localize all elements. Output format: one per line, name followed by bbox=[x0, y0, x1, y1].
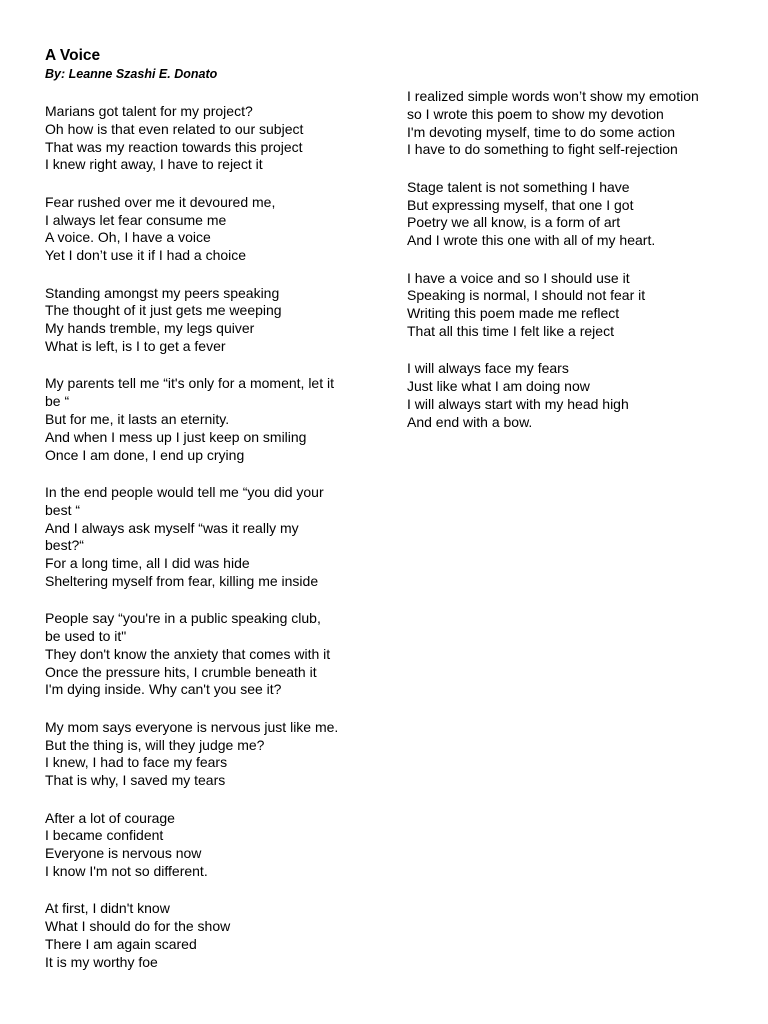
poem-line: They don't know the anxiety that comes with it bbox=[45, 645, 331, 662]
stanza bbox=[407, 270, 737, 341]
stanza bbox=[407, 360, 737, 431]
poem-line: Just like what I am doing now bbox=[407, 378, 590, 395]
poem-line: be used to it" bbox=[45, 628, 127, 645]
poem-line: What is left, is I to get a fever bbox=[45, 337, 226, 354]
poem-line: And end with a bow. bbox=[407, 413, 533, 430]
poem-line: But for me, it lasts an eternity. bbox=[45, 410, 230, 427]
stanza bbox=[45, 375, 365, 464]
poem-line: But expressing myself, that one I got bbox=[407, 196, 634, 213]
poem-line: Fear rushed over me it devoured me, bbox=[45, 193, 276, 210]
poem-line: Once I am done, I end up crying bbox=[45, 446, 245, 463]
poem-line: I realized simple words won’t show my emotion bbox=[407, 88, 699, 104]
poem-line: It is my worthy foe bbox=[45, 953, 158, 970]
stanza bbox=[45, 810, 365, 881]
poem-line: I'm dying inside. Why can't you see it? bbox=[45, 681, 282, 698]
poem-line: Everyone is nervous now bbox=[45, 845, 202, 862]
poem-line: Once the pressure hits, I crumble beneath it bbox=[45, 663, 317, 680]
poem-line: I always let fear consume me bbox=[45, 211, 227, 228]
poem-line: My mom says everyone is nervous just like me. bbox=[45, 718, 339, 735]
poem-line: There I am again scared bbox=[45, 936, 197, 953]
poem-line: I will always face my fears bbox=[407, 360, 569, 377]
poem-line: Sheltering myself from fear, killing me inside bbox=[45, 572, 319, 589]
poem-line: And I always ask myself “was it really my bbox=[45, 519, 299, 536]
poem-line: I'm devoting myself, time to do some action bbox=[407, 123, 676, 140]
poem-line: be “ bbox=[45, 393, 70, 410]
poem-line: I knew right away, I have to reject it bbox=[45, 156, 263, 173]
poem-line: And I wrote this one with all of my heart. bbox=[407, 232, 656, 249]
poem-line: I have a voice and so I should use it bbox=[407, 269, 630, 286]
poem-line: I became confident bbox=[45, 827, 164, 844]
poem-line: I know I'm not so different. bbox=[45, 863, 208, 880]
poem-line: Speaking is normal, I should not fear it bbox=[407, 287, 646, 304]
poem-line: My parents tell me “it's only for a moment, let it bbox=[45, 375, 334, 392]
poem-line: In the end people would tell me “you did your bbox=[45, 483, 324, 500]
poem-line: best?“ bbox=[45, 537, 84, 554]
poem-line: Standing amongst my peers speaking bbox=[45, 284, 280, 301]
poem-line: I will always start with my head high bbox=[407, 395, 629, 412]
poem-line: My hands tremble, my legs quiver bbox=[45, 320, 255, 337]
left-column bbox=[45, 103, 365, 991]
poem-line: What I should do for the show bbox=[45, 918, 231, 935]
poem-line: The thought of it just gets me weeping bbox=[45, 302, 282, 319]
poem-line: And when I mess up I just keep on smiling bbox=[45, 428, 307, 445]
stanza bbox=[45, 719, 365, 790]
poem-line: Poetry we all know, is a form of art bbox=[407, 214, 621, 231]
stanza bbox=[407, 88, 737, 159]
poem-line: People say “you're in a public speaking club, bbox=[45, 610, 321, 627]
poem-line: That was my reaction towards this project bbox=[45, 138, 303, 155]
right-column bbox=[407, 88, 737, 451]
stanza bbox=[45, 285, 365, 356]
poem-line: A voice. Oh, I have a voice bbox=[45, 229, 211, 246]
poem-line: I knew, I had to face my fears bbox=[45, 754, 228, 771]
poem-line: Writing this poem made me reflect bbox=[407, 305, 620, 322]
poem-title: A Voice bbox=[45, 47, 101, 64]
poem-line: But the thing is, will they judge me? bbox=[45, 736, 265, 753]
poem-line: Yet I don’t use it if I had a choice bbox=[45, 247, 247, 264]
poem-line: Oh how is that even related to our subject bbox=[45, 120, 304, 137]
poem-author: By: Leanne Szashi E. Donato bbox=[45, 67, 218, 81]
stanza bbox=[45, 194, 365, 265]
stanza bbox=[407, 179, 737, 250]
stanza bbox=[45, 484, 365, 591]
stanza bbox=[45, 610, 365, 699]
poem-line: That is why, I saved my tears bbox=[45, 772, 226, 789]
poem-line: At first, I didn't know bbox=[45, 900, 170, 917]
poem-line: so I wrote this poem to show my devotion bbox=[407, 105, 664, 122]
poem-line: For a long time, all I did was hide bbox=[45, 555, 250, 572]
poem-line: Marians got talent for my project? bbox=[45, 103, 253, 119]
stanza bbox=[45, 103, 365, 174]
stanza bbox=[45, 900, 365, 971]
poem-line: I have to do something to fight self-rejection bbox=[407, 141, 678, 158]
poem-line: That all this time I felt like a reject bbox=[407, 322, 614, 339]
poem-line: best “ bbox=[45, 501, 81, 518]
poem-line: After a lot of courage bbox=[45, 809, 175, 826]
poem-line: Stage talent is not something I have bbox=[407, 178, 630, 195]
